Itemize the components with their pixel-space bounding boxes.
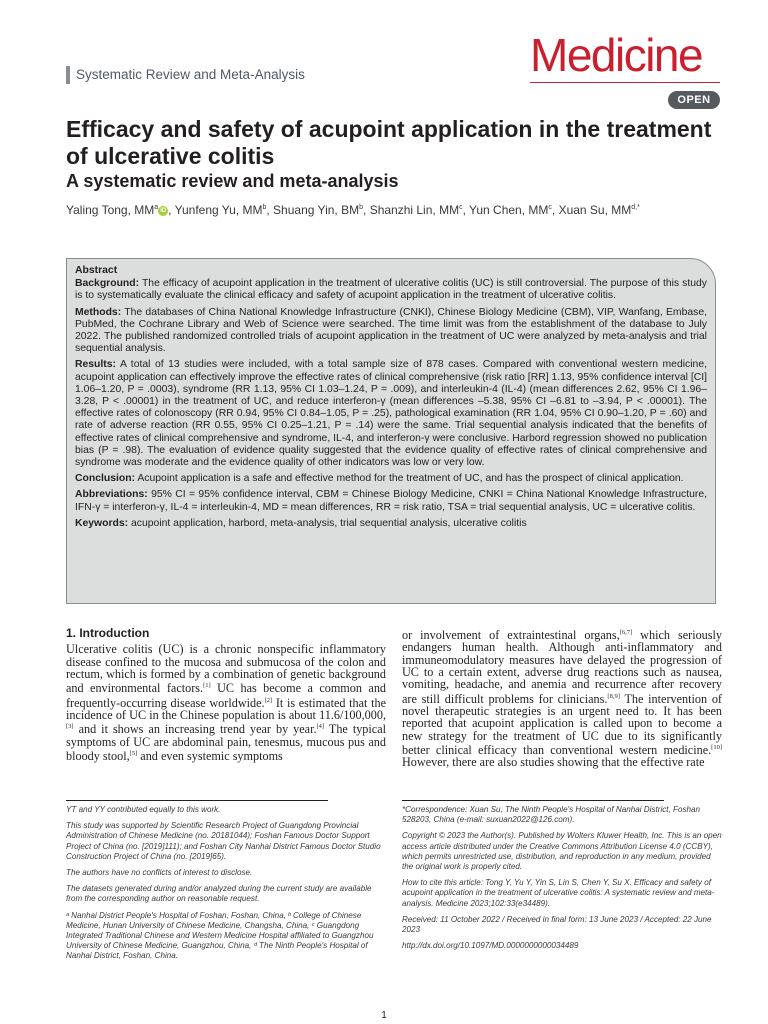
- author-name[interactable]: Xuan Su, MM: [558, 203, 632, 217]
- article-title: Efficacy and safety of acupoint application in the treatment of ulcerative colitis: [66, 116, 712, 169]
- footnote: This study was supported by Scientific Research Project of Guangdong Provincial Administration of Chinese Medicine (no. 20181044); Foshan Famous Doctor Support Project of China (no. [2019]111); and Foshan City Nanhai District Famous Doctor Studio Construction Project of China (no. [2019]65).: [66, 821, 381, 861]
- footnote: The authors have no conflicts of interest to disclose.: [66, 868, 253, 878]
- author-affiliation: a: [154, 204, 159, 211]
- orcid-icon[interactable]: iD: [160, 207, 167, 214]
- body-paragraph: Ulcerative colitis (UC) is a chronic nonspecific inflammatory disease confined to the mucosa and submucosa of the colon and rectum, which is formed by a combination of genetic background and environmental factors.[1] UC has become a common and frequently-occurring disease worldwide.[2] It is estimated that the incidence of UC in the Chinese population is about 11.6/100,000,[3] and it shows an increasing trend year by year.[4] The typical symptoms of UC are abdominal pain, tenesmus, mucous pus and bloody stool,[5] and even systemic symptoms: [66, 642, 387, 763]
- body-column-left: [66, 627, 386, 762]
- correspondence-note: *Correspondence: Xuan Su, The Ninth People's Hospital of Nanhai District, Foshan 528203, China (e-mail: suxuan2022@126.com).: [402, 805, 701, 825]
- citation-note: How to cite this article: Tong Y, Yu Y, Yin S, Lin S, Chen Y, Su X. Efficacy and safety of acupoint application in the treatment of ulcerative colitis: A systematic review and meta-analysis. Medicine 2023;102:33(e34489).: [402, 878, 715, 908]
- footnote-affiliations: ᵃ Nanhai District People's Hospital of Foshan, Foshan, China, ᵇ College of Chinese Medicine, Hunan University of Chinese Medicine, Changsha, China, ᶜ Guangdong Integrated Traditional Chinese and Western Medicine Hospital affiliated to Guangzhou University of Chinese Medicine, Guangzhou, China, ᵈ The Ninth People's Hospital of Nanhai District, Foshan, China.: [66, 910, 374, 961]
- section-heading: 1. Introduction: [66, 626, 150, 640]
- abstract-results: Results: A total of 13 studies were included, with a total sample size of 878 cases. Compared with conventional western medicine, acupoint application can effectively improve the effective rates of clinical comprehensive (risk ratio [RR] 1.13, 95% confidence interval [CI] 1.06–1.20, P = .0003), syndrome (RR 1.13, 95% CI 1.03–1.24, P = .009), and interleukin-4 (IL-4) (mean differences 2.62, 95% CI 1.96–3.28, P < .00001) in the treatment of UC, and reduce interferon-γ (mean differences –5.38, 95% CI –6.81 to –3.94, P < .00001). The effective rates of colonoscopy (RR 0.94, 95% CI 0.84–1.05, P = .25), pathological examination (RR 1.04, 95% CI 0.90–1.20, P = .60) and rate of adverse reaction (RR 0.55, 95% CI 0.25–1.21, P = .14) were the same. Trial sequential analysis indicated that the benefits of effective rates of clinical comprehensive and syndrome, IL-4, and interferon-γ were conclusive. Harbord regression showed no publication bias (P = .98). The evaluation of evidence quality suggested that the evidence quality of effective rates of clinical comprehensive and syndrome was moderate and the evidence quality of other indicators was low or very low.: [75, 359, 707, 469]
- received-dates: Received: 11 October 2022 / Received in final form: 13 June 2023 / Accepted: 22 June 2023: [402, 914, 712, 935]
- author-name[interactable]: Yun Chen, MM: [469, 203, 549, 217]
- footnote-divider-left: [66, 800, 328, 801]
- citation-link[interactable]: [1]: [203, 682, 211, 690]
- citation-link[interactable]: [5]: [129, 749, 138, 757]
- footnotes-left: [66, 805, 386, 968]
- doi-link[interactable]: http://dx.doi.org/10.1097/MD.0000000000034489: [402, 941, 579, 951]
- abstract-keywords: Keywords: acupoint application, harbord, meta-analysis, trial sequential analysis, ulcerative colitis: [75, 517, 527, 529]
- author-affiliation: c: [548, 204, 552, 211]
- author-affiliation: d,*: [631, 204, 640, 211]
- citation-link[interactable]: [2]: [264, 696, 273, 704]
- article-subtitle: A systematic review and meta-analysis: [66, 171, 399, 191]
- author-affiliation: c: [459, 204, 463, 211]
- section-label: Systematic Review and Meta-Analysis: [66, 66, 305, 84]
- abstract-conclusion: Conclusion: Acupoint application is a safe and effective method for the treatment of UC, and has the prospect of clinical application.: [75, 473, 684, 485]
- author-affiliation: b: [262, 204, 267, 211]
- abstract-heading: Abstract: [75, 265, 118, 276]
- logo-divider: [530, 82, 720, 83]
- abstract-box: [66, 258, 716, 604]
- author-name[interactable]: Shuang Yin, BM: [273, 203, 360, 217]
- footnotes-right: [402, 805, 722, 957]
- open-access-badge: OPEN: [668, 91, 720, 109]
- citation-link[interactable]: [4]: [316, 723, 325, 731]
- journal-logo: Medicine: [530, 29, 703, 81]
- footnote: The datasets generated during and/or analyzed during the current study are available from the corresponding author on reasonable request.: [66, 884, 372, 904]
- body-column-right: [402, 627, 722, 768]
- copyright-note: Copyright © 2023 the Author(s). Published by Wolters Kluwer Health, Inc. This is an open access article distributed under the Creative Commons Attribution License 4.0 (CCBY), which permits unrestricted use, distribution, and reproduction in any medium, provided the original work is properly cited.: [402, 831, 722, 872]
- author-name[interactable]: Shanzhi Lin, MM: [369, 203, 460, 217]
- citation-link[interactable]: [8,9]: [607, 692, 620, 700]
- citation-link[interactable]: [6,7]: [619, 629, 633, 636]
- abstract-methods: Methods: The databases of China National Knowledge Infrastructure (CNKI), Chinese Biology Medicine (CBM), VIP, Wanfang, Embase, PubMed, the Cochrane Library and Web of Science were searched. The time limit was from the establishment of the database to July 2022. The published randomized controlled trials of acupoint application in the treatment of UC were analyzed by meta-analysis and trial sequential analysis.: [75, 306, 707, 355]
- author-list: Yaling Tong, $MM^a$ iD , Yunfeng Yu, $MM^b$, Shuang Yin, $BM^b$, Shanzhi Lin, $MM^c$, Yun Chen, $MM^c$, Xuan Su, $MM^{d,*}$: [66, 203, 640, 217]
- citation-link[interactable]: [3]: [66, 723, 74, 731]
- footnote-divider-right: [402, 800, 664, 801]
- author-name[interactable]: Yunfeng Yu, MM: [174, 203, 263, 217]
- body-paragraph: or involvement of extraintestinal organs,[6,7] which seriously endangers human health. Although anti-inflammatory and immuneomodulatory measures have delayed the progression of UC to a certain extent, adverse drug reactions such as nausea, vomiting, headache, and anemia and recurrence after recovery are still difficult problems for clinicians.[8,9] The intervention of novel therapeutic strategies is an urgent need to. It has been reported that acupoint application is called upon to become a new strategy for the treatment of UC due to its significantly better clinical efficacy than conventional western medicine.[10] However, there are also studies showing that the effective rate: [402, 628, 722, 770]
- abstract-background: Background: The efficacy of acupoint application in the treatment of ulcerative colitis (UC) is still controversial. The purpose of this study is to systematically evaluate the clinical efficacy and safety of acupoint application in the treatment of ulcerative colitis.: [75, 278, 707, 302]
- footnote: YT and YY contributed equally to this work.: [66, 805, 221, 814]
- abstract-abbreviations: Abbreviations: 95% CI = 95% confidence interval, CBM = Chinese Biology Medicine, CNKI = China National Knowledge Infrastructure, IFN-γ = interferon-γ, IL-4 = interleukin-4, MD = mean differences, RR = risk ratio, TSA = trial sequential analysis, UC = ulcerative colitis.: [75, 489, 707, 513]
- citation-link[interactable]: [10]: [711, 743, 722, 751]
- page-number: 1: [381, 1010, 387, 1021]
- author-affiliation: b: [359, 204, 364, 211]
- author-name[interactable]: Yaling Tong, MM: [66, 203, 155, 217]
